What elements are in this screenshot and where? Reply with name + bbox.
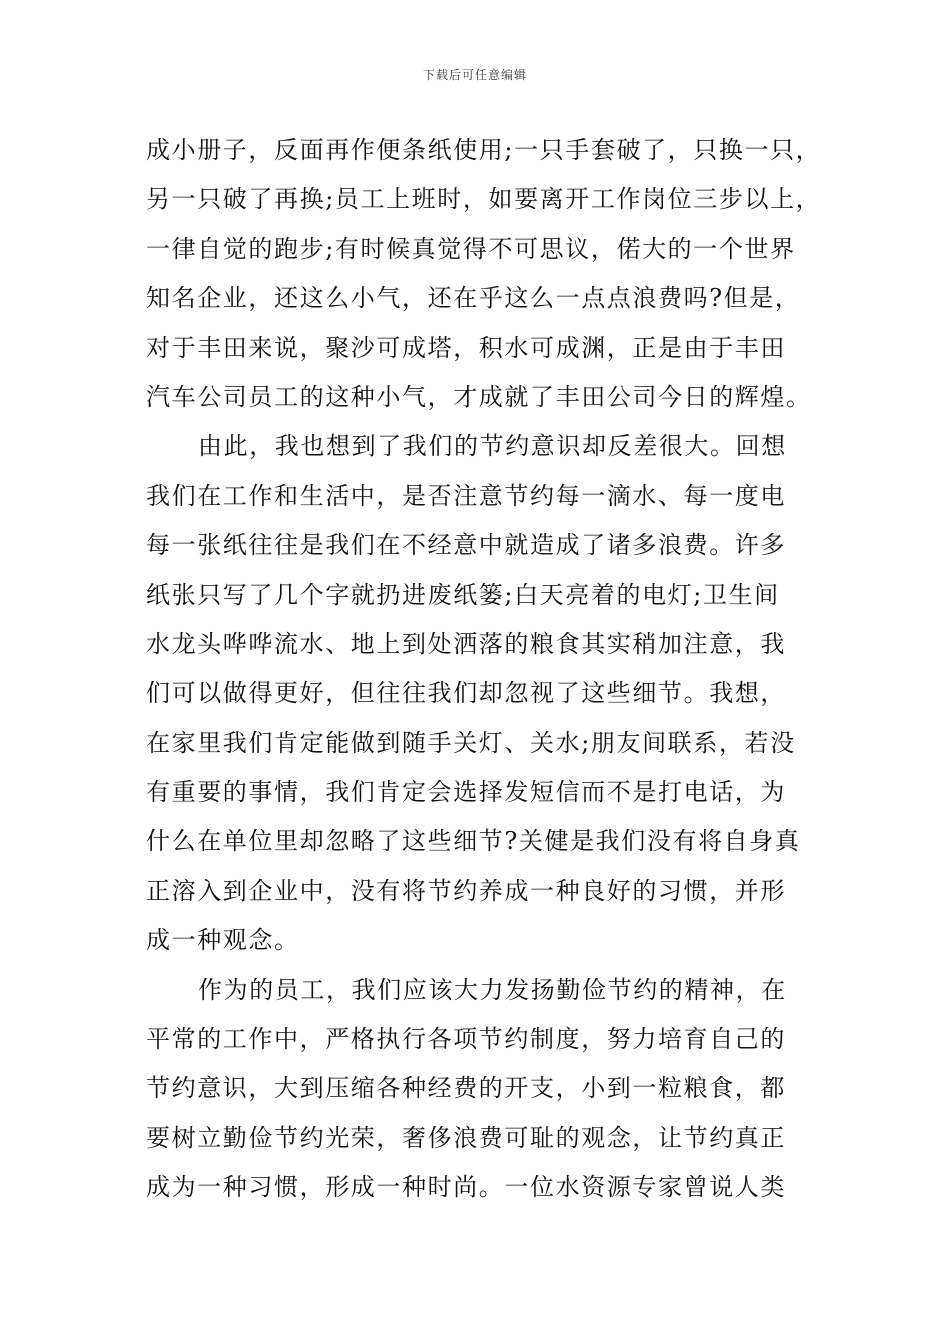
text-line: 水龙头哗哗流水、地上到处洒落的粮食其实稍加注意，我 xyxy=(146,629,786,658)
text-line: 每一张纸往往是我们在不经意中就造成了诸多浪费。许多 xyxy=(146,531,786,560)
text-line: 成小册子，反面再作便条纸使用;一只手套破了，只换一只， xyxy=(146,136,822,164)
text-line: 节约意识，大到压缩各种经费的开支，小到一粒粮食，都 xyxy=(146,1074,786,1103)
text-line: 正溶入到企业中，没有将节约养成一种良好的习惯，并形 xyxy=(146,876,786,905)
text-line: 我们在工作和生活中，是否注意节约每一滴水、每一度电 xyxy=(146,481,786,510)
text-line: 对于丰田来说，聚沙可成塔，积水可成渊，正是由于丰田 xyxy=(146,333,786,362)
text-line: 在家里我们肯定能做到随手关灯、关水;朋友间联系，若没 xyxy=(146,728,796,757)
text-line: 一律自觉的跑步;有时候真觉得不可思议，偌大的一个世界 xyxy=(146,234,796,263)
text-line: 汽车公司员工的这种小气，才成就了丰田公司今日的辉煌。 xyxy=(146,382,812,411)
paragraph-start-line: 由此，我也想到了我们的节约意识却反差很大。回想 xyxy=(198,432,787,461)
text-line: 什么在单位里却忽略了这些细节?关健是我们没有将自身真 xyxy=(146,827,801,856)
document-body xyxy=(146,126,822,1213)
text-line: 们可以做得更好，但往往我们却忽视了这些细节。我想， xyxy=(146,679,786,708)
paragraph-start-line: 作为的员工，我们应该大力发扬勤俭节约的精神，在 xyxy=(198,975,787,1004)
text-line: 有重要的事情，我们肯定会选择发短信而不是打电话，为 xyxy=(146,778,786,807)
text-line: 纸张只写了几个字就扔进废纸篓;白天亮着的电灯;卫生间 xyxy=(146,580,780,609)
page-header: 下载后可任意编辑 xyxy=(422,68,527,82)
text-line: 另一只破了再换;员工上班时，如要离开工作岗位三步以上， xyxy=(146,185,822,214)
text-line: 平常的工作中，严格执行各项节约制度，努力培育自己的 xyxy=(146,1025,786,1054)
text-line: 成一种观念。 xyxy=(146,926,300,955)
text-line: 成为一种习惯，形成一种时尚。一位水资源专家曾说人类 xyxy=(146,1173,786,1202)
text-line: 要树立勤俭节约光荣，奢侈浪费可耻的观念，让节约真正 xyxy=(146,1123,786,1152)
text-line: 知名企业，还这么小气，还在乎这么一点点浪费吗?但是， xyxy=(146,284,801,313)
